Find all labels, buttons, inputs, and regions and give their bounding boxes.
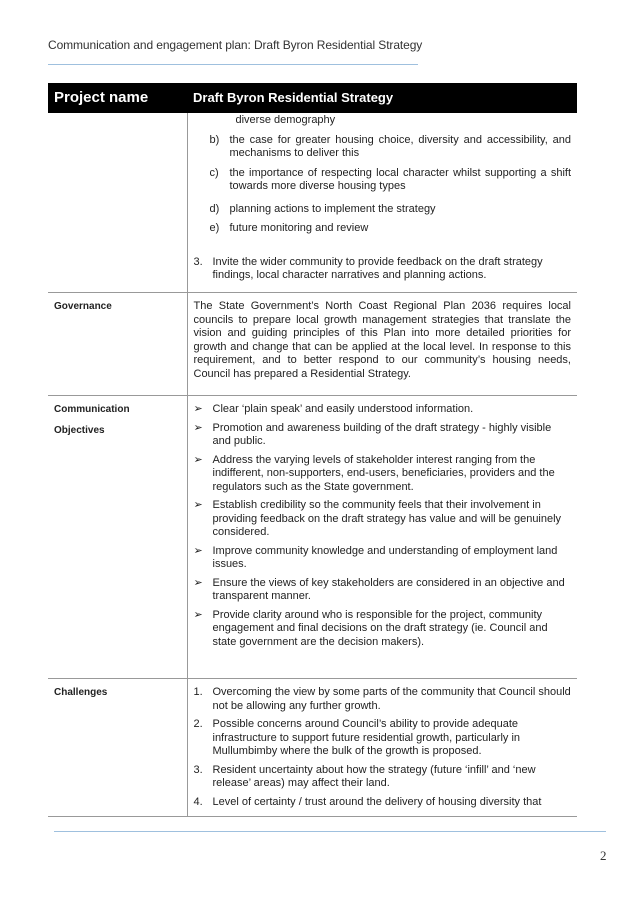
governance-label: Governance xyxy=(48,293,187,396)
governance-text: The State Government’s North Coast Regional Plan 2036 requires local councils to prepare local growth management strategies that translate the vision and guiding principles of this Plan into more detailed priorities for growth and change that can be applied at the local level. In response to this requirement, and to better respond to our community’s housing needs, Council has prepared a Residential Strategy. xyxy=(193,300,571,380)
list-item xyxy=(194,403,572,417)
project-title-heading: Draft Byron Residential Strategy xyxy=(187,83,577,113)
objective-text: Ensure the views of key stakeholders are considered in an objective and transparent manner. xyxy=(212,576,565,602)
arrow-bullet-icon: ➢ xyxy=(193,453,203,466)
engagement-plan-table xyxy=(48,83,577,817)
list-item xyxy=(194,454,572,495)
sub-list-text: the importance of respecting local character whilst supporting a shift towards more diverse housing types xyxy=(229,166,571,192)
arrow-bullet-icon: ➢ xyxy=(193,499,203,511)
challenge-text: Overcoming the view by some parts of the community that Council should not be allowing any further growth. xyxy=(212,686,571,712)
challenge-text: Resident uncertainty about how the strategy (future ‘infill’ and ‘new release’ areas) may affect their land. xyxy=(212,763,536,789)
footer-divider xyxy=(54,831,606,832)
challenge-text: Possible concerns around Council’s ability to provide adequate infrastructure to support future residential growth, particularly in Mullumbimby where the bulk of the growth is proposed. xyxy=(212,718,521,757)
table-row-governance xyxy=(48,293,577,396)
objectives-label-line1: Communication xyxy=(54,404,130,415)
challenges-label: Challenges xyxy=(48,679,187,817)
header-divider xyxy=(48,64,418,65)
objective-text: Clear ‘plain speak’ and easily understood information. xyxy=(212,403,474,415)
objectives-content-cell xyxy=(187,396,577,679)
table-row-challenges xyxy=(48,679,577,817)
sub-list-marker: c) xyxy=(209,166,219,179)
list-item xyxy=(194,718,572,759)
challenge-text: Level of certainty / trust around the delivery of housing diversity that xyxy=(212,795,542,808)
arrow-bullet-icon: ➢ xyxy=(193,544,203,557)
table-row-objectives xyxy=(48,396,577,679)
sub-list-item xyxy=(194,167,572,194)
arrow-bullet-icon: ➢ xyxy=(193,421,203,434)
challenges-content-cell xyxy=(187,679,577,817)
objectives-label-line2: Objectives xyxy=(54,424,105,436)
objective-text: Address the varying levels of stakeholder interest ranging from the indifferent, non-supporters, end-users, beneficiaries, providers and the regulators such as the State government. xyxy=(212,453,555,493)
page-number: 2 xyxy=(600,848,607,863)
objectives-label xyxy=(48,396,187,679)
list-marker: 2. xyxy=(193,718,203,730)
objective-text: Provide clarity around who is responsible for the project, community engagement and final decisions on the draft strategy (ie. Council and state government are the decision makers). xyxy=(212,608,548,648)
list-marker: 4. xyxy=(193,795,203,808)
continued-content-cell xyxy=(187,113,577,293)
table-header-row xyxy=(48,83,577,113)
arrow-bullet-icon: ➢ xyxy=(193,403,203,415)
list-item xyxy=(194,764,572,791)
list-marker: 3. xyxy=(193,763,203,776)
sub-list-marker: e) xyxy=(209,222,220,234)
project-name-heading: Project name xyxy=(48,83,187,113)
sub-list-marker: d) xyxy=(209,202,220,215)
list-item xyxy=(194,577,572,604)
continuation-text: diverse demography xyxy=(235,114,336,126)
list-marker: 3. xyxy=(193,255,203,268)
governance-content-cell xyxy=(187,293,577,396)
sub-list-item xyxy=(194,134,572,161)
list-text: Invite the wider community to provide feedback on the draft strategy findings, local character narratives and planning actions. xyxy=(212,255,543,281)
list-marker: 1. xyxy=(193,686,203,698)
arrow-bullet-icon: ➢ xyxy=(193,608,203,621)
objective-text: Establish credibility so the community feels that their involvement in providing feedback on the draft strategy has value and will be genuinely considered. xyxy=(212,499,562,538)
objective-text: Promotion and awareness building of the draft strategy - highly visible and public. xyxy=(212,421,552,447)
empty-label-cell xyxy=(48,113,187,293)
list-item xyxy=(194,545,572,572)
table-row xyxy=(48,113,577,293)
arrow-bullet-icon: ➢ xyxy=(193,576,203,589)
sub-list-item xyxy=(194,222,572,236)
list-item xyxy=(194,422,572,449)
page-header-title: Communication and engagement plan: Draft Byron Residential Strategy xyxy=(48,38,423,52)
list-item xyxy=(194,686,572,713)
sub-list-text: planning actions to implement the strategy xyxy=(229,202,436,215)
objective-text: Improve community knowledge and understanding of employment land issues. xyxy=(212,544,558,570)
sub-list-item xyxy=(194,203,572,217)
list-item xyxy=(194,609,572,650)
sub-list-text: the case for greater housing choice, diversity and accessibility, and mechanisms to deliver this xyxy=(229,133,571,159)
list-item xyxy=(194,796,572,810)
sub-list-text: future monitoring and review xyxy=(229,222,369,234)
list-item xyxy=(194,499,572,540)
numbered-list-item xyxy=(194,256,572,283)
sub-list-marker: b) xyxy=(209,133,220,146)
